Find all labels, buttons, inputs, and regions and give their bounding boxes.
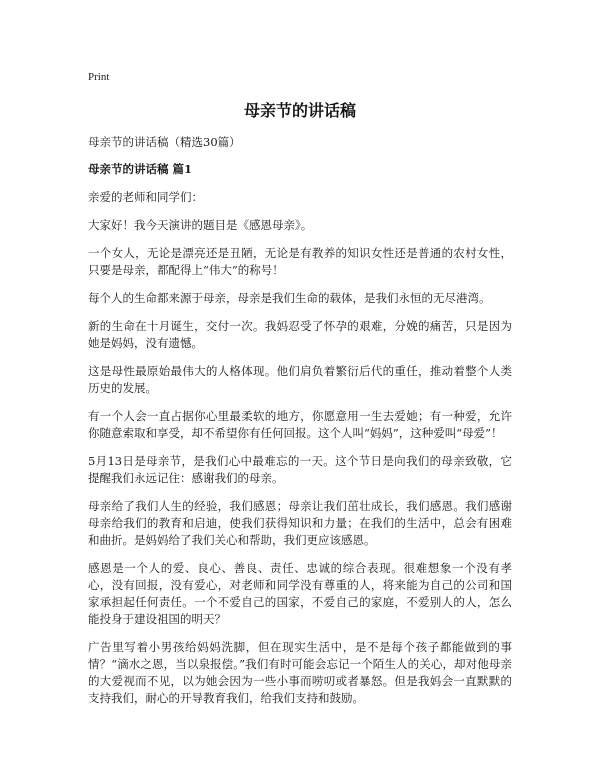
paragraph: 一个女人，无论是漂亮还是丑陋，无论是有教养的知识女性还是普通的农村女性，只要是母亲，都配得上“伟大”的称号！ [88, 246, 512, 277]
document-title: 母亲节的讲话稿 [243, 101, 356, 120]
print-link[interactable]: Print [88, 71, 110, 83]
paragraph: 新的生命在十月诞生，交付一次。我妈忍受了怀孕的艰难，分娩的痛苦，只是因为她是妈妈，没有遗憾。 [88, 319, 512, 350]
document-body [88, 134, 512, 718]
paragraph: 大家好！我今天演讲的题目是《感恩母亲》。 [88, 218, 313, 232]
paragraph: 这是母性最原始最伟大的人格体现。他们肩负着繁衍后代的重任，推动着整个人类历史的发展。 [88, 364, 512, 395]
paragraph: 广告里写着小男孩给妈妈洗脚，但在现实生活中，是不是每个孩子都能做到的事情？“滴水之恩，当以泉报偿。”我们有时可能会忘记一个陌生人的关心，却对他母亲的大爱视而不见，以为她会因为一些小事而唠叨或者暴怒。但是我妈会一直默默的支持我们，耐心的开导教育我们，给我们支持和鼓励。 [88, 640, 512, 705]
document-subtitle: 母亲节的讲话稿（精选30篇） [88, 135, 241, 149]
paragraph: 感恩是一个人的爱、良心、善良、责任、忠诚的综合表现。很难想象一个没有孝心，没有回报，没有爱心，对老师和同学没有尊重的人，将来能为自己的公司和国家承担起任何责任。一个不爱自己的国家，不爱自己的家庭，不爱别人的人，怎么能投身于建设祖国的明天？ [88, 561, 512, 626]
paragraph: 母亲给了我们人生的经验，我们感恩；母亲让我们茁壮成长，我们感恩。我们感谢母亲给我们的教育和启迪，使我们获得知识和力量；在我们的生活中，总会有困难和曲折。是妈妈给了我们关心和帮助，我们更应该感恩。 [88, 499, 512, 547]
paragraph: 5月13日是母亲节，是我们心中最难忘的一天。这个节日是向我们的母亲致敬，它提醒我们永远记住：感谢我们的母亲。 [88, 454, 512, 485]
paragraph: 每个人的生命都来源于母亲，母亲是我们生命的载体，是我们永恒的无尽港湾。 [88, 291, 491, 305]
paragraph-greeting: 亲爱的老师和同学们： [88, 190, 203, 204]
paragraph: 有一个人会一直占据你心里最柔软的地方，你愿意用一生去爱她；有一种爱，允许你随意索取和享受，却不希望你有任何回报。这个人叫“妈妈”，这种爱叫“母爱”！ [88, 409, 512, 440]
section-heading: 母亲节的讲话稿 篇1 [88, 162, 193, 176]
